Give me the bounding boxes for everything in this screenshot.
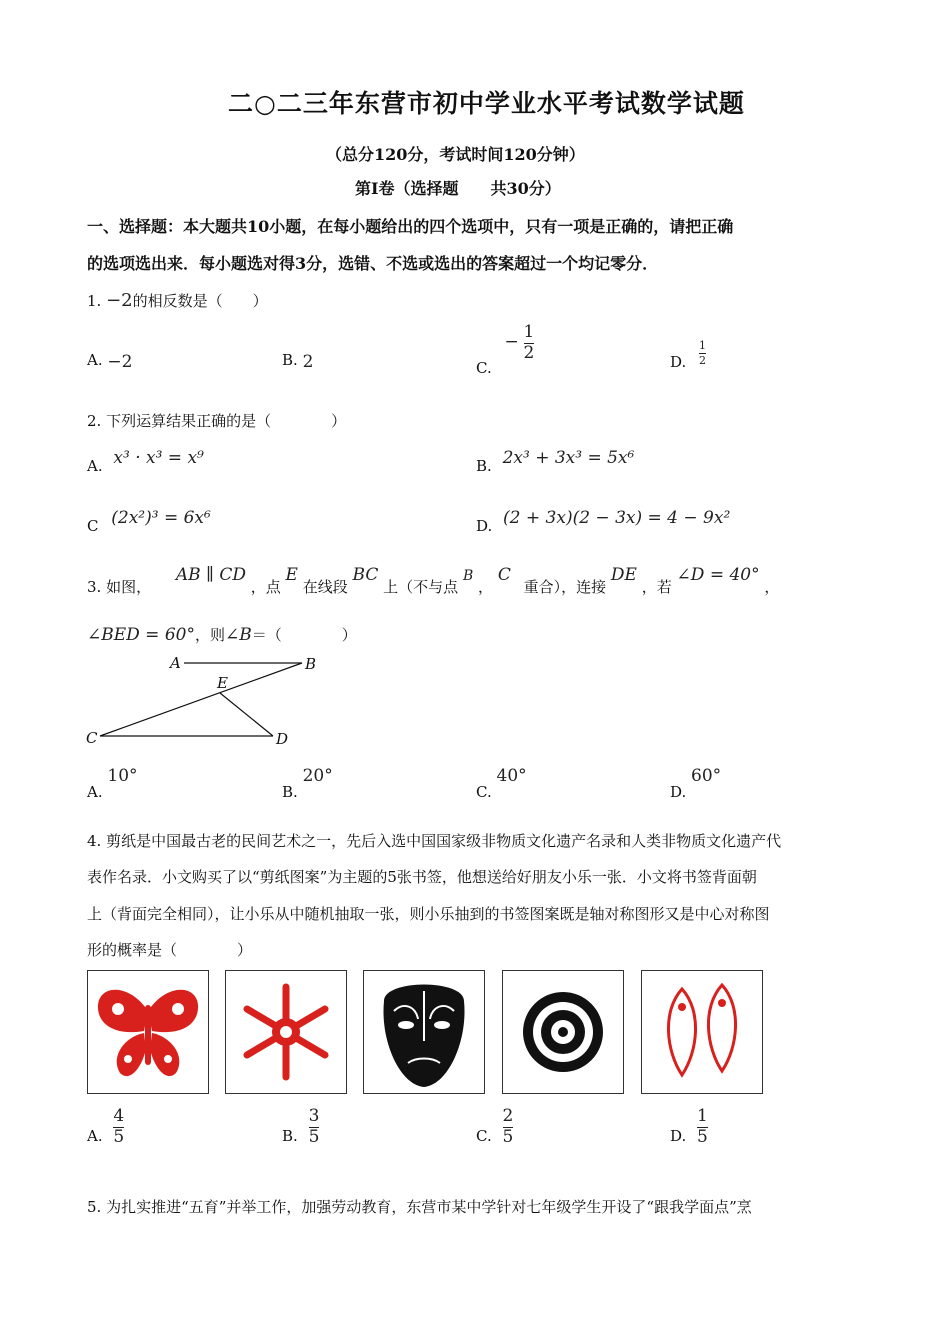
q4-text: 剪纸是中国最古老的民间艺术之一，先后入选中国国家级非物质文化遗产名录和人类非物质文化遗产代 xyxy=(106,832,782,850)
page-title: 二○二三年东营市初中学业水平考试数学试题 xyxy=(228,89,745,118)
q2-number: 2. xyxy=(87,412,102,430)
q3-angle-bed: ∠BED = 60° xyxy=(87,625,195,645)
q3-point-c: C xyxy=(497,565,511,585)
q3-text: 在线段 xyxy=(302,578,348,596)
q2-option-a[interactable] xyxy=(87,448,204,475)
q1-expression: −2 xyxy=(106,290,133,311)
question-5 xyxy=(87,1196,752,1217)
q3-option-b[interactable] xyxy=(282,766,333,801)
q3-point-b: B xyxy=(462,568,474,584)
label-d: D xyxy=(276,730,289,748)
option-label: A. xyxy=(87,1127,103,1146)
option-value: 60° xyxy=(691,766,722,786)
label-b: B xyxy=(305,655,317,673)
q3-text: ＝（ ） xyxy=(251,626,357,644)
option-fraction xyxy=(699,340,706,366)
fraction-denominator: 2 xyxy=(699,353,707,367)
option-value: 10° xyxy=(107,766,138,786)
q1-option-a[interactable] xyxy=(87,350,132,370)
option-label: D. xyxy=(476,517,493,535)
fraction-denominator: 5 xyxy=(308,1126,320,1147)
option-label: C xyxy=(87,517,99,535)
section-instructions-line1: 一、选择题：本大题共10小题，在每小题给出的四个选项中，只有一项是正确的，请把正确 xyxy=(87,217,734,236)
q2-option-c[interactable] xyxy=(87,508,211,535)
q3-text: ，若 xyxy=(641,578,672,596)
q4-option-d[interactable] xyxy=(670,1108,708,1147)
bookmark-snowflake xyxy=(225,970,347,1094)
question-1 xyxy=(87,290,268,311)
q3-number: 3. xyxy=(87,578,102,596)
option-fraction xyxy=(503,1108,514,1147)
option-expression: (2 + 3x)(2 − 3x) = 4 − 9x² xyxy=(503,508,731,528)
question-4-line2: 表作名录．小文购买了以“剪纸图案”为主题的5张书签，他想送给好朋友小乐一张．小文将书签背面朝 xyxy=(87,868,757,886)
bookmark-opera-mask xyxy=(363,970,485,1094)
q3-text: ，则 xyxy=(194,626,225,644)
q3-option-d[interactable] xyxy=(670,766,722,801)
option-fraction xyxy=(524,324,535,363)
q3-angle-b: ∠B xyxy=(224,625,252,645)
option-value: 40° xyxy=(496,766,527,786)
q3-option-a[interactable] xyxy=(87,766,138,801)
q3-text: 重合），连接 xyxy=(523,578,607,596)
q5-text: 为扎实推进“五育”并举工作，加强劳动教育，东营市某中学针对七年级学生开设了“跟我学面点”烹 xyxy=(106,1198,752,1216)
option-expression: (2x²)³ = 6x⁶ xyxy=(111,508,211,528)
option-label: D. xyxy=(670,1127,687,1146)
q3-text: ，点 xyxy=(250,578,281,596)
q3-segment-bc: BC xyxy=(352,565,379,585)
fish-papercut-icon xyxy=(642,971,762,1093)
option-label: D. xyxy=(670,353,687,372)
option-fraction xyxy=(697,1108,708,1147)
q3-geometry-figure xyxy=(80,650,330,750)
option-value: 20° xyxy=(302,766,333,786)
fraction-numerator: 1 xyxy=(699,339,707,352)
question-4-line1 xyxy=(87,830,781,851)
fraction-denominator: 5 xyxy=(697,1126,708,1147)
mandala-papercut-icon xyxy=(503,971,623,1093)
q3-option-c[interactable] xyxy=(476,766,527,801)
option-label: B. xyxy=(282,351,298,369)
question-4-line3: 上（背面完全相同），让小乐从中随机抽取一张，则小乐抽到的书签图案既是轴对称图形又是中心对称图 xyxy=(87,905,770,923)
option-expression: 2x³ + 3x³ = 5x⁶ xyxy=(502,448,635,468)
option-label: A. xyxy=(87,783,103,801)
option-expression: x³ · x³ = x⁹ xyxy=(113,448,204,468)
q2-option-b[interactable] xyxy=(476,448,635,475)
q3-angle-d: ∠D = 40° xyxy=(676,565,760,585)
segment-bc xyxy=(100,663,302,736)
fraction-denominator: 5 xyxy=(113,1126,125,1147)
question-3-line1 xyxy=(87,564,780,596)
option-value: 2 xyxy=(302,352,314,372)
fraction-numerator: 1 xyxy=(523,322,535,342)
fraction-numerator: 2 xyxy=(502,1106,514,1126)
q3-text: ， xyxy=(764,578,780,596)
q3-text: ， xyxy=(478,578,494,596)
q3-parallel-expr: AB ∥ CD xyxy=(175,565,246,585)
q3-text: 上（不与点 xyxy=(383,578,459,596)
q1-text: 的相反数是（ ） xyxy=(132,292,268,310)
fraction-numerator: 3 xyxy=(308,1106,320,1126)
question-4-line4: 形的概率是（ ） xyxy=(87,941,253,959)
segment-ed xyxy=(220,693,273,736)
option-fraction xyxy=(113,1108,124,1147)
option-label: C. xyxy=(476,1127,492,1146)
q1-option-d[interactable] xyxy=(670,339,707,372)
butterfly-papercut-icon xyxy=(88,971,208,1093)
option-label: A. xyxy=(87,351,103,369)
q1-option-c[interactable] xyxy=(476,322,535,378)
q3-text: 如图， xyxy=(106,578,152,596)
question-2 xyxy=(87,410,346,431)
fraction-numerator: 1 xyxy=(697,1106,708,1126)
opera-mask-icon xyxy=(364,971,484,1093)
question-3-line2 xyxy=(87,624,357,645)
option-label: B. xyxy=(282,783,298,801)
fraction-numerator: 4 xyxy=(113,1106,125,1126)
q2-option-d[interactable] xyxy=(476,508,731,535)
q2-text: 下列运算结果正确的是（ ） xyxy=(106,412,347,430)
option-label: A. xyxy=(87,457,103,475)
q4-option-a[interactable] xyxy=(87,1108,124,1147)
section-instructions-line2: 的选项选出来．每小题选对得3分，选错、不选或选出的答案超过一个均记零分． xyxy=(87,254,659,273)
snowflake-papercut-icon xyxy=(226,971,346,1093)
label-c: C xyxy=(86,729,98,747)
option-label: B. xyxy=(476,457,492,475)
label-e: E xyxy=(217,674,228,692)
bookmark-butterfly xyxy=(87,970,209,1094)
option-label: D. xyxy=(670,783,687,801)
q3-point-e: E xyxy=(285,565,298,585)
option-value: −2 xyxy=(107,352,133,372)
option-sign: − xyxy=(504,332,519,353)
q4-option-c[interactable] xyxy=(476,1108,513,1147)
q4-option-b[interactable] xyxy=(282,1108,319,1147)
q5-number: 5. xyxy=(87,1198,102,1216)
option-label: B. xyxy=(282,1127,298,1146)
q1-option-b[interactable] xyxy=(282,350,313,370)
exam-info: （总分120分，考试时间120分钟） xyxy=(326,145,585,164)
q3-segment-de: DE xyxy=(610,565,637,585)
option-label: C. xyxy=(476,783,492,801)
part-heading: 第Ⅰ卷（选择题 共30分） xyxy=(355,179,561,198)
option-label: C. xyxy=(476,359,492,378)
option-fraction xyxy=(309,1108,320,1147)
fraction-denominator: 5 xyxy=(502,1126,514,1147)
q1-number: 1. xyxy=(87,292,102,310)
bookmark-fish xyxy=(641,970,763,1094)
label-a: A xyxy=(170,654,181,672)
fraction-denominator: 2 xyxy=(523,342,535,363)
q4-number: 4. xyxy=(87,832,102,850)
bookmark-mandala xyxy=(502,970,624,1094)
